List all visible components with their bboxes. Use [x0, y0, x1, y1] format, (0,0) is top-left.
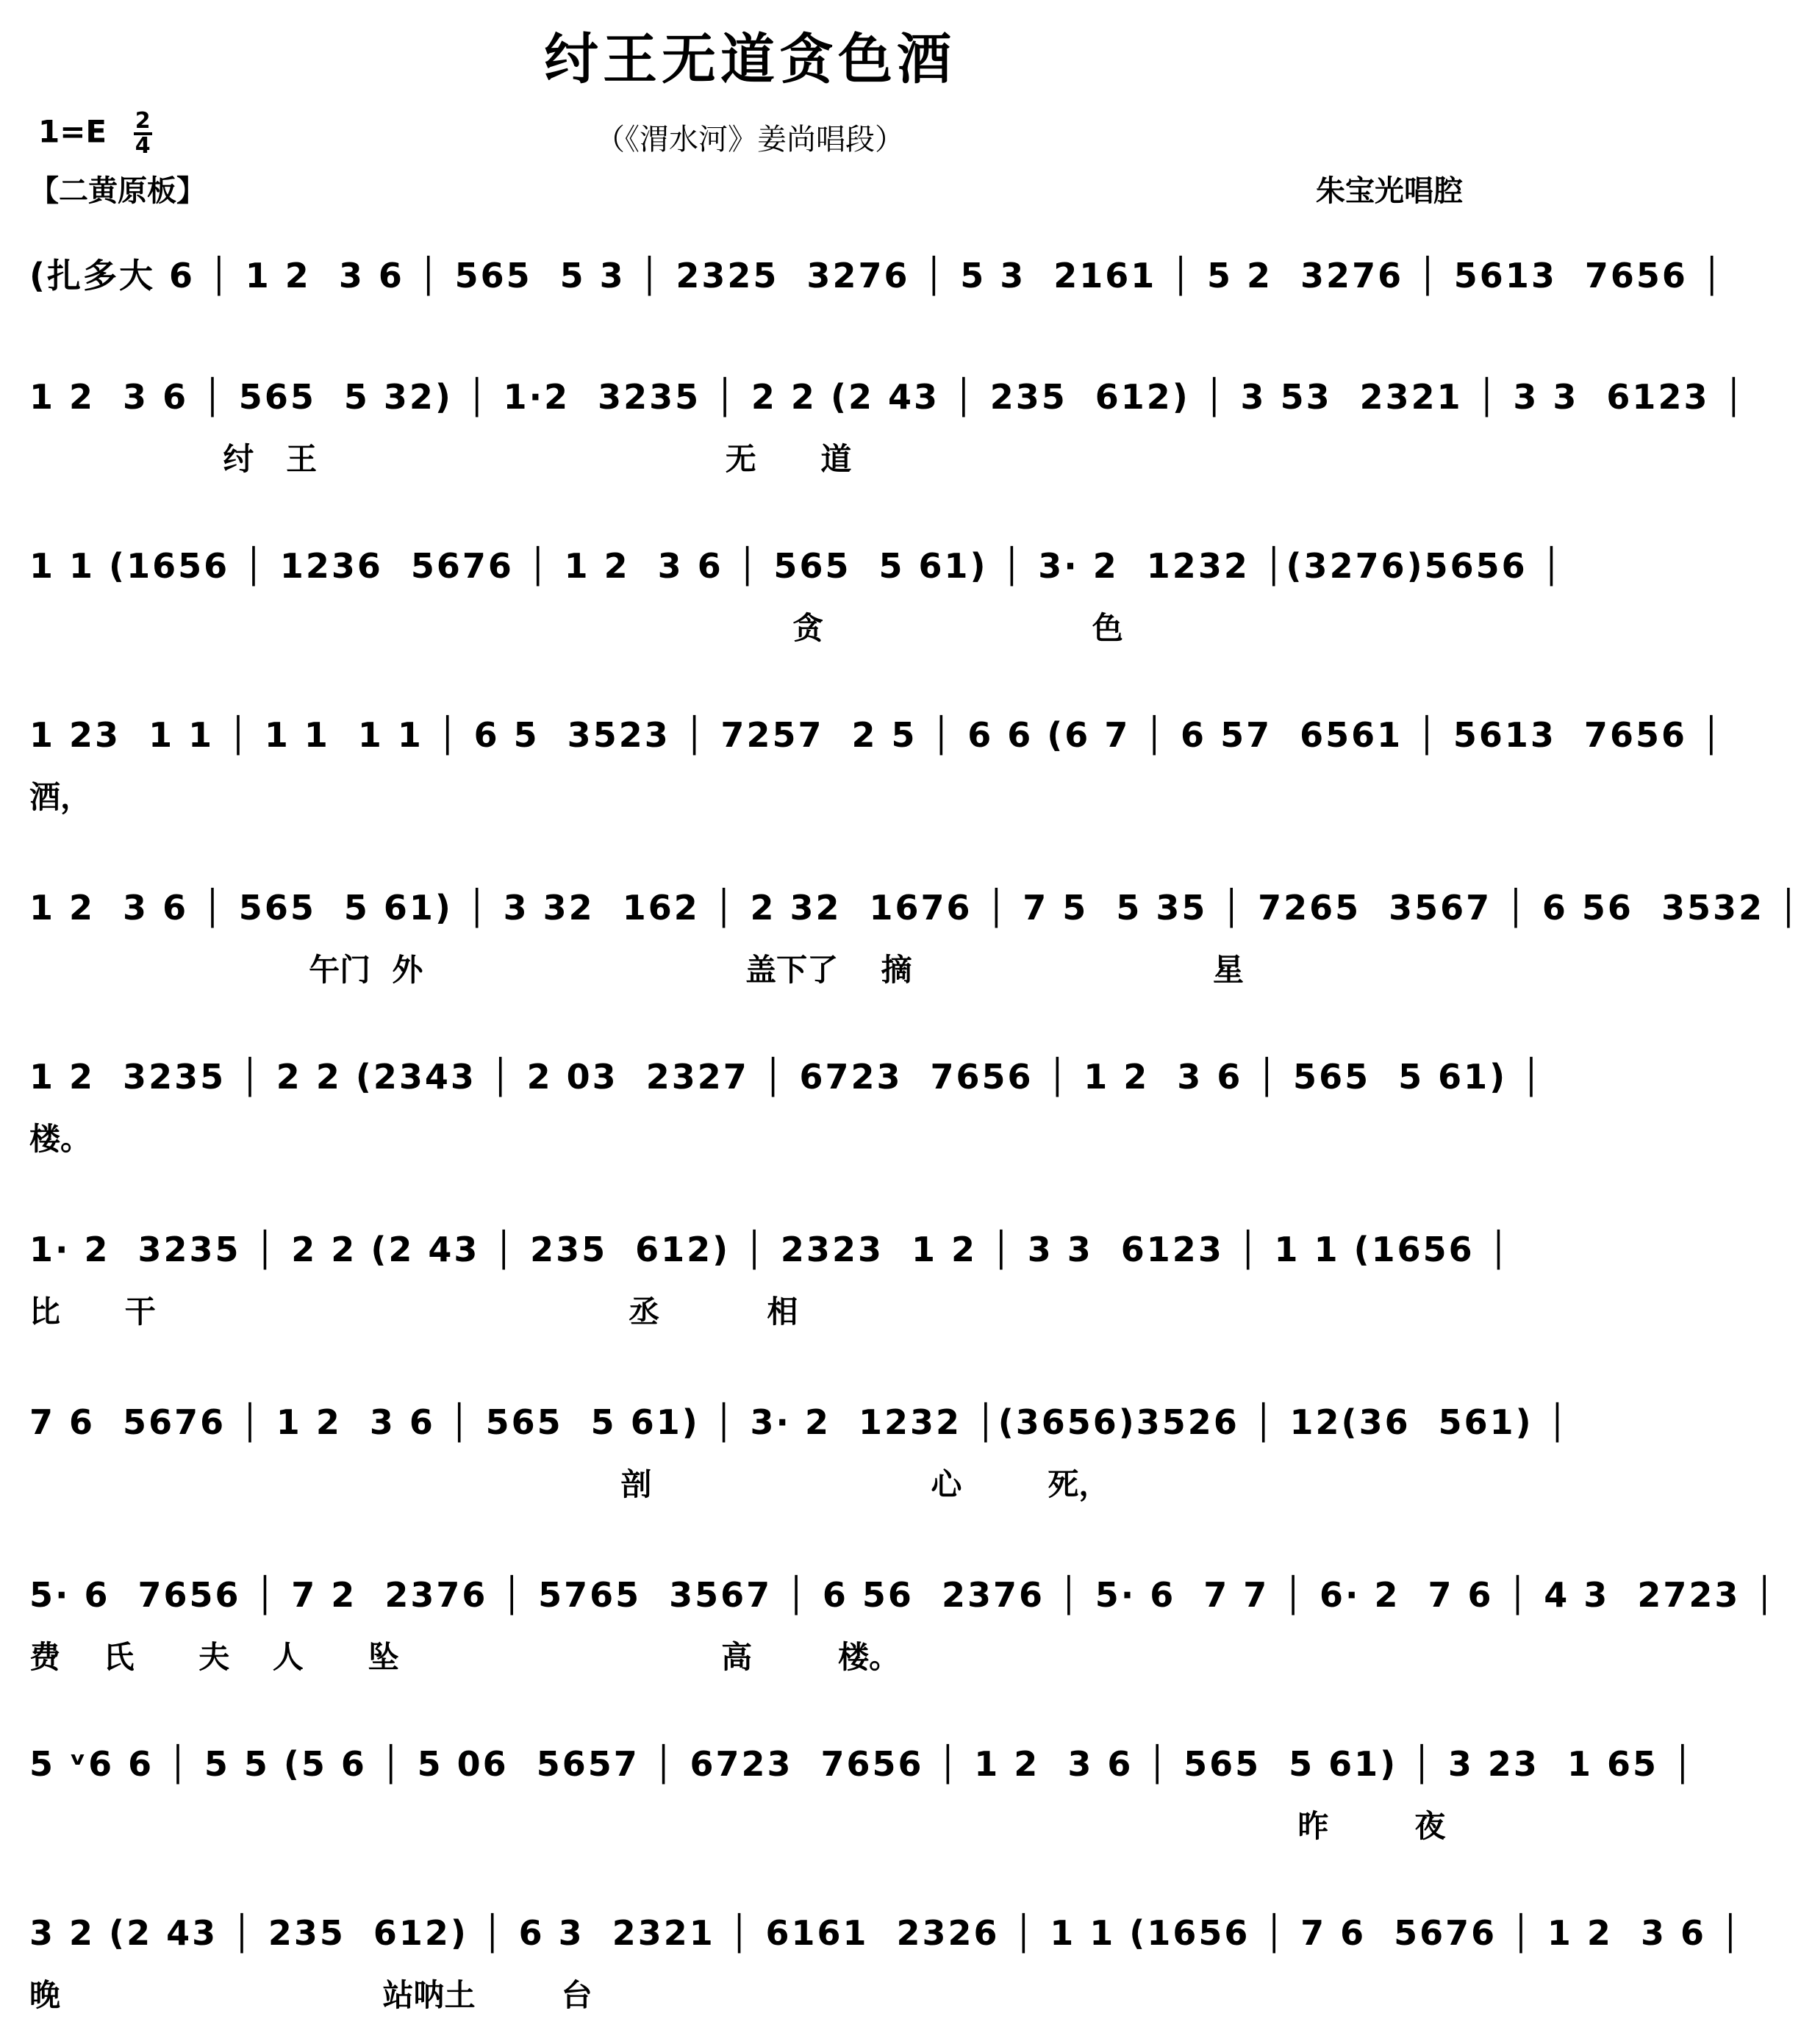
lyrics-line: 剖 心 死， [29, 1466, 1110, 1502]
lyrics-line [29, 316, 1481, 360]
lyrics-line: 晚 站呐土 台 [29, 1977, 592, 2013]
notes-line: 3 2 (2 43 │ 235 612) │ 6 3 2321 │ 6161 2326 │ 1 1 (1656 │ 7 6 5676 │ 1 2 3 6 │ [29, 1913, 1743, 1953]
lyrics-line: 纣 王 无 道 [29, 441, 852, 477]
score-system-4 [29, 709, 1724, 827]
notes-line: 5· 6 7656 │ 7 2 2376 │ 5765 3567 │ 6 56 2376 │ 5· 6 7 7 │ 6· 2 7 6 │ 4 3 2723 │ [29, 1575, 1777, 1615]
lyrics-line: 午门 外 盖下了 摘 星 [29, 952, 1244, 988]
lyrics-line: 昨 夜 [29, 1808, 1446, 1844]
notes-line: 1 2 3235 │ 2 2 (2343 │ 2 03 2327 │ 6723 7656 │ 1 2 3 6 │ 565 5 61) │ [29, 1057, 1544, 1097]
notes-line: 1 2 3 6 │ 565 5 32) │ 1·2 3235 │ 2 2 (2 43 │ 235 612) │ 3 53 2321 │ 3 3 6123 │ [29, 377, 1747, 417]
score-system-10 [29, 1738, 1695, 1856]
score-system-2 [29, 371, 1747, 489]
lyrics-line: 比 干 丞 相 [29, 1294, 798, 1330]
lyrics-line: 酒， [29, 779, 92, 815]
notes-line: 1 2 3 6 │ 565 5 61) │ 3 32 162 │ 2 32 1676 │ 7 5 5 35 │ 7265 3567 │ 6 56 3532 │ [29, 888, 1801, 928]
score-system-3 [29, 540, 1564, 658]
key-label: 1=E [38, 113, 107, 150]
notes-line: 5 ᵛ6 6 │ 5 5 (5 6 │ 5 06 5657 │ 6723 7656 │ 1 2 3 6 │ 565 5 61) │ 3 23 1 65 │ [29, 1744, 1695, 1784]
score-system-1 [29, 250, 1725, 367]
notes-line: 1 23 1 1 │ 1 1 1 1 │ 6 5 3523 │ 7257 2 5 │ 6 6 (6 7 │ 6 57 6561 │ 5613 7656 │ [29, 715, 1724, 755]
notes-line: 1· 2 3235 │ 2 2 (2 43 │ 235 612) │ 2323 1 2 │ 3 3 6123 │ 1 1 (1656 │ [29, 1230, 1511, 1269]
score-system-9 [29, 1569, 1777, 1687]
singer-credit: 朱宝光唱腔 [1316, 174, 1463, 208]
mode-label: 【二黄原板】 [29, 174, 206, 208]
subtitle: （《渭水河》姜尚唱段） [595, 123, 904, 157]
notes-line: 7 6 5676 │ 1 2 3 6 │ 565 5 61) │ 3· 2 1232 │(3656)3526 │ 12(36 561) │ [29, 1402, 1570, 1442]
lyrics-line: 贪 色 [29, 610, 1123, 646]
score-system-7 [29, 1224, 1511, 1341]
meter-bottom: 4 [135, 133, 151, 159]
song-title: 纣王无道贪色酒 [544, 28, 956, 91]
notes-line: 1 1 (1656 │ 1236 5676 │ 1 2 3 6 │ 565 5 61) │ 3· 2 1232 │(3276)5656 │ [29, 546, 1564, 586]
meter-top: 2 [135, 108, 151, 134]
notes-line: (扎多大 6 │ 1 2 3 6 │ 565 5 3 │ 2325 3276 │ 5 3 2161 │ 5 2 3276 │ 5613 7656 │ [29, 256, 1725, 295]
score-system-8 [29, 1396, 1570, 1514]
lyrics-line: 费 氏 夫 人 坠 高 楼。 [29, 1639, 900, 1675]
score-system-6 [29, 1051, 1544, 1169]
score-system-11 [29, 1907, 1743, 2025]
score-system-5 [29, 882, 1801, 1000]
lyrics-line: 楼。 [29, 1121, 92, 1157]
